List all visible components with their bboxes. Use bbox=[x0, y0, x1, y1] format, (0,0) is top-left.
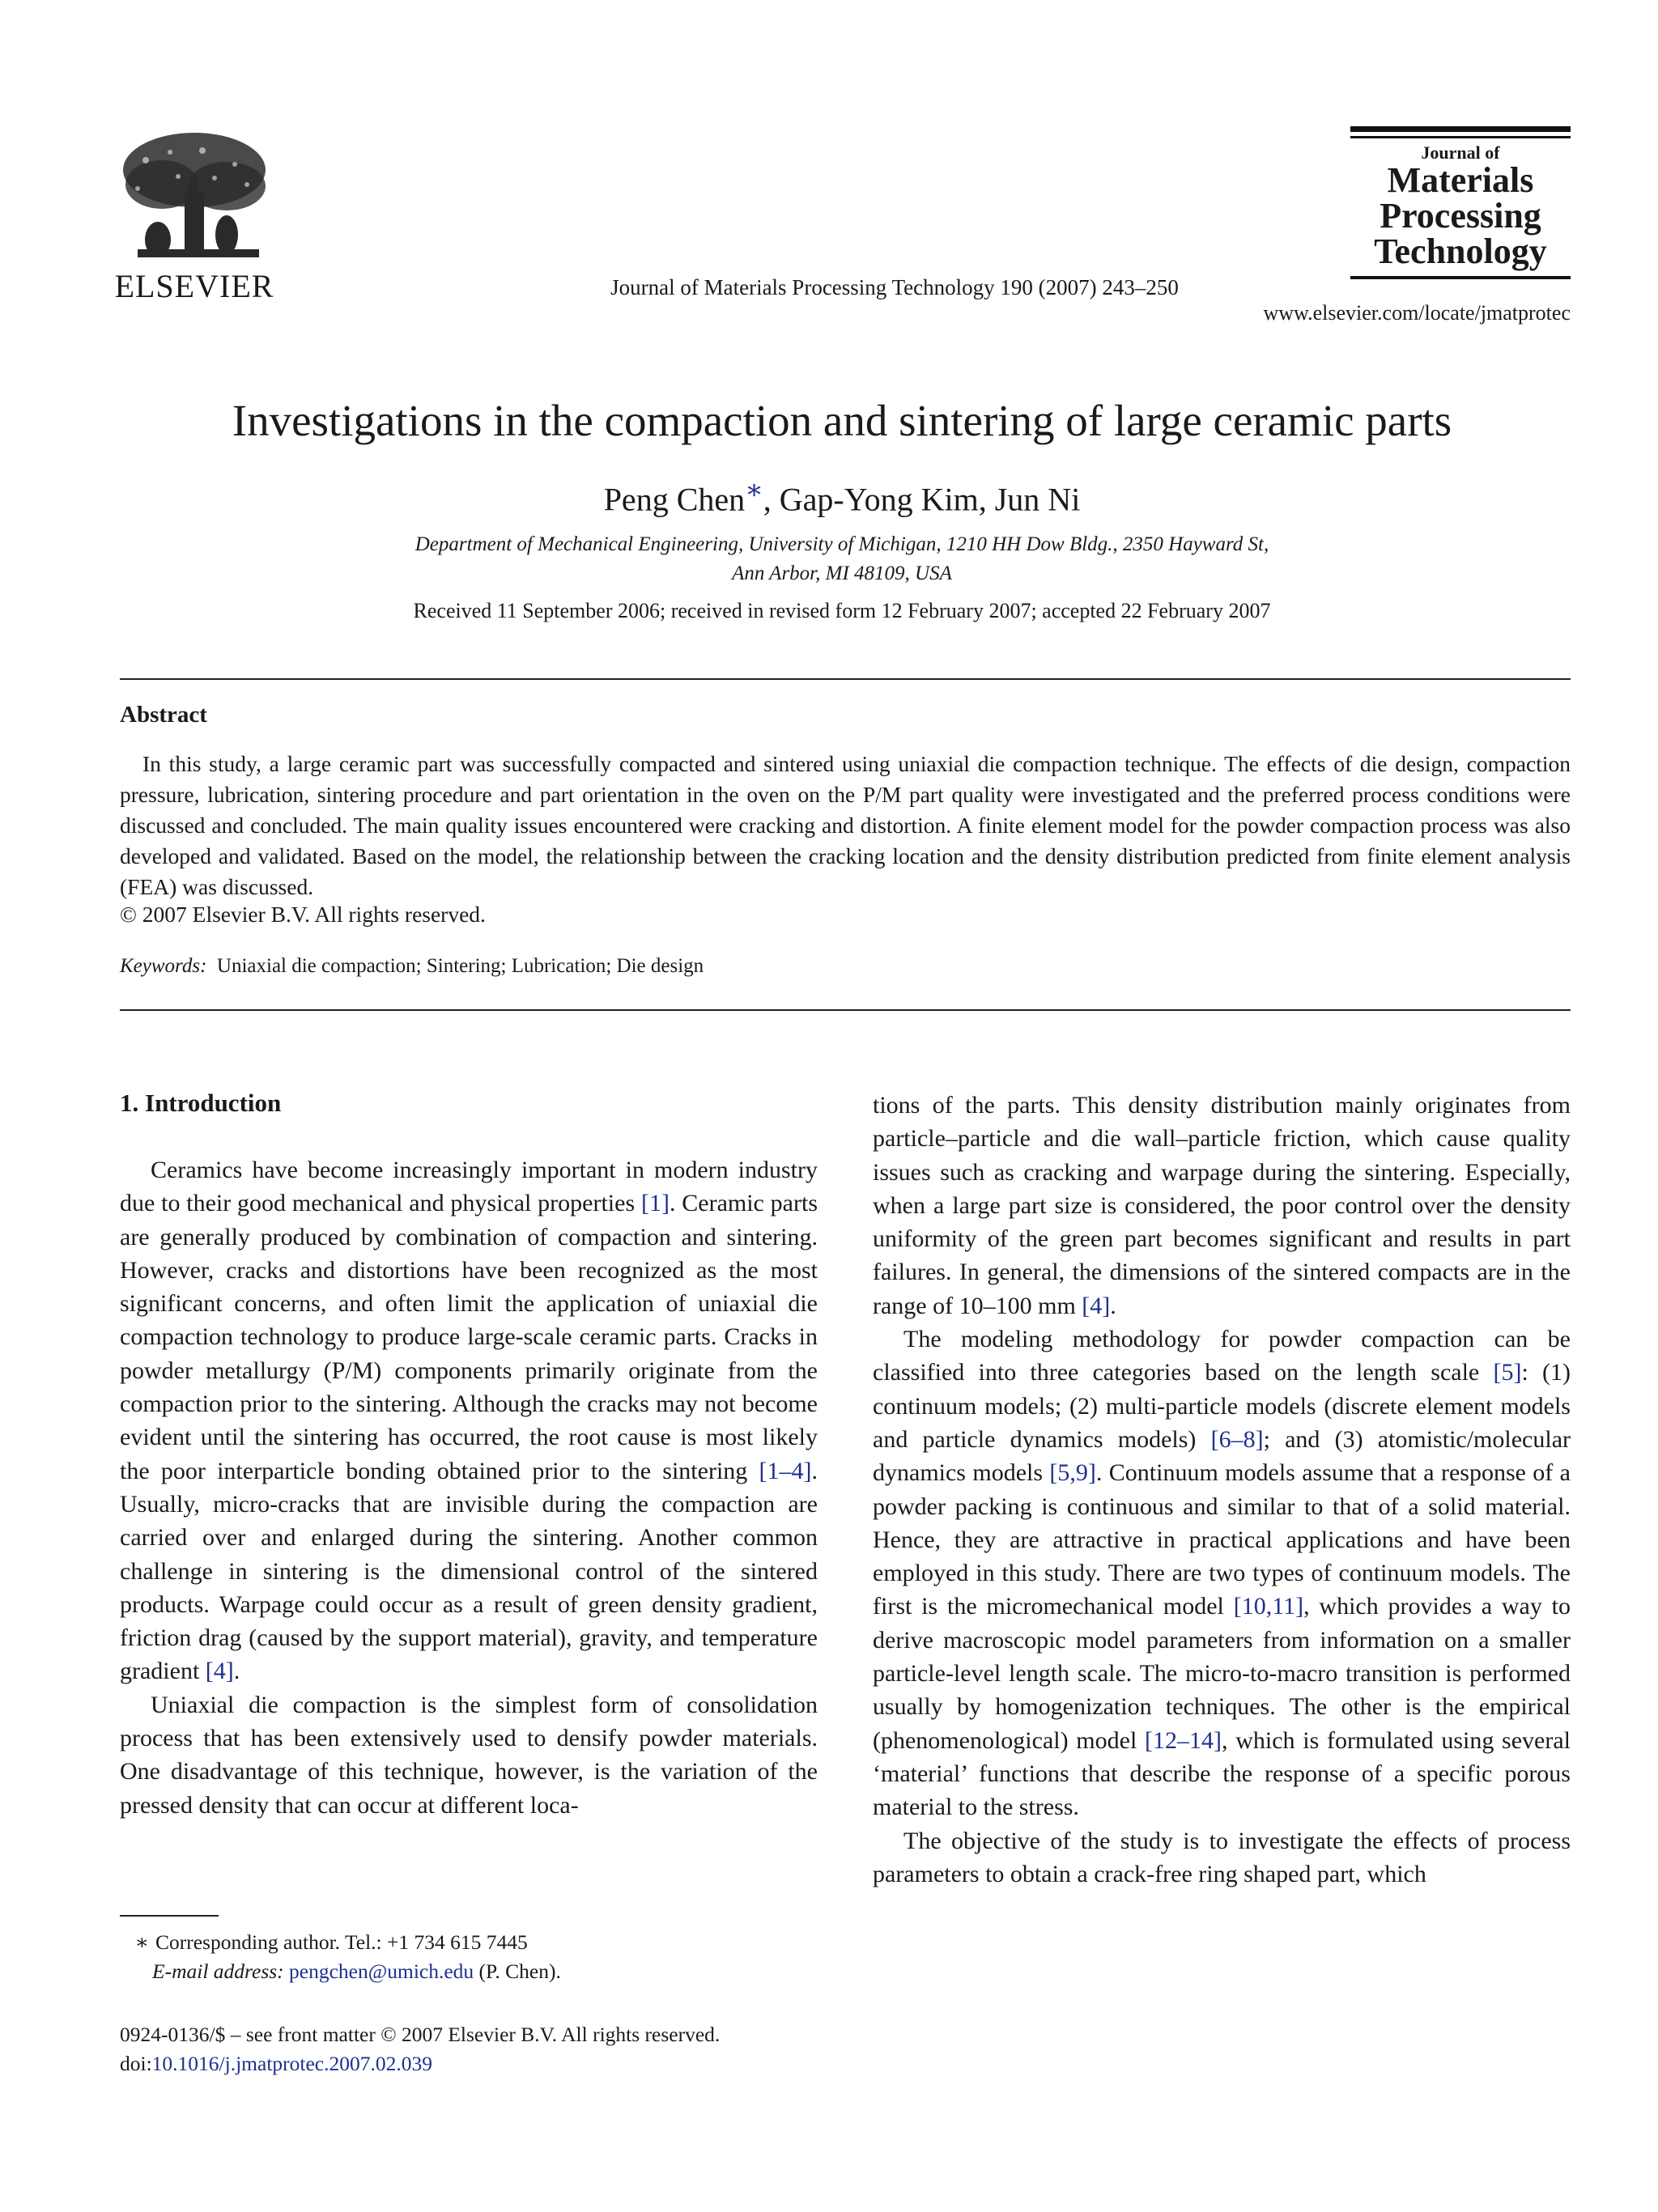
journal-url[interactable]: www.elsevier.com/locate/jmatprotec bbox=[1263, 301, 1571, 325]
affiliation bbox=[194, 530, 1490, 588]
footnote-line1 bbox=[120, 1928, 816, 1957]
keywords-list: Uniaxial die compaction; Sintering; Lubrication; Die design bbox=[216, 955, 704, 977]
column-left bbox=[120, 1153, 818, 1822]
article-history: Received 11 September 2006; received in revised form 12 February 2007; accepted 22 February 2007 bbox=[413, 599, 1271, 622]
footnote bbox=[120, 1928, 816, 1986]
text-run: . bbox=[233, 1658, 240, 1685]
email-link[interactable]: pengchen@umich.edu bbox=[289, 1959, 474, 1983]
paper-title: Investigations in the compaction and sintering of large ceramic parts bbox=[232, 396, 1452, 445]
citation-link[interactable]: [1] bbox=[640, 1190, 670, 1217]
text-run: . Continuum models assume that a response of a powder packing is continuous and similar to that of a solid material. Hence, they are attractive in practical applications and have been employed in this study. There are two types of continuum models. The first is the micromechanical model bbox=[873, 1459, 1571, 1620]
logo-rule-thin bbox=[1350, 136, 1571, 138]
journal-logo-line1: Materials bbox=[1387, 160, 1534, 201]
keywords-label: Keywords: bbox=[120, 955, 207, 977]
issn-block bbox=[120, 2020, 848, 2078]
text-run: . Ceramic parts are generally produced by combination of compaction and sintering. However, cracks and distortions have been recognized as the most significant concerns, and often limit the application of uniaxial die compaction technology to produce large-scale ceramic parts. Cracks in powder metallurgy (P/M) components primarily originate from the compaction prior to the sintering. Although the cracks may not become evident until the sintering has occurred, the root cause is most likely the poor interparticle bonding obtained prior to the sintering bbox=[120, 1190, 818, 1484]
abstract-heading: Abstract bbox=[120, 702, 207, 728]
divider-top bbox=[120, 678, 1571, 680]
intro-paragraph-2: Uniaxial die compaction is the simplest form of consolidation process that has been extensively used to densify powder materials. One disadvantage of this technique, however, is the variation of the pressed density that can occur at different loca- bbox=[120, 1691, 818, 1819]
author-first: Peng Chen bbox=[603, 481, 746, 518]
text-run: The modeling methodology for powder compaction can be classified into three categories based on the length scale bbox=[873, 1326, 1571, 1386]
doi-label: doi: bbox=[120, 2052, 152, 2075]
text-run: , which provides a way to derive macroscopic model parameters from information on a smaller particle-level length scale. The micro-to-macro transition is performed usually by homogenization techniques. The other is the empirical (phenomenological) model bbox=[873, 1593, 1571, 1754]
divider-bottom bbox=[120, 1009, 1571, 1011]
author-rest: , Gap-Yong Kim, Jun Ni bbox=[763, 481, 1081, 518]
corresponding-author-link[interactable]: ∗ bbox=[745, 475, 763, 505]
citation-link[interactable]: [6–8] bbox=[1210, 1425, 1264, 1453]
abstract-copyright: © 2007 Elsevier B.V. All rights reserved. bbox=[120, 902, 486, 927]
affiliation-line2: Ann Arbor, MI 48109, USA bbox=[732, 562, 952, 584]
citation-link[interactable]: [12–14] bbox=[1145, 1726, 1222, 1754]
journal-logo-line3: Technology bbox=[1374, 231, 1547, 272]
tree-icon bbox=[113, 128, 275, 265]
email-label: E-mail address: bbox=[152, 1959, 284, 1983]
citation-link[interactable]: [5] bbox=[1493, 1359, 1522, 1386]
journal-logo-line2: Processing bbox=[1380, 196, 1541, 236]
logo-rule-bottom bbox=[1350, 276, 1571, 279]
issn-line: 0924-0136/$ – see front matter © 2007 Elsevier B.V. All rights reserved. bbox=[120, 2023, 721, 2046]
intro-paragraph-3 bbox=[873, 1323, 1571, 1824]
abstract-body: In this study, a large ceramic part was successfully compacted and sintered using uniaxial die compaction technique. The effects of die design, compaction pressure, lubrication, sintering procedure and part orientation in the oven on the P/M part quality were investigated and the preferred process conditions were discussed and concluded. The main quality issues encountered were cracking and distortion. A finite element model for the powder compaction process was also developed and validated. Based on the model, the relationship between the cracking location and the density distribution predicted from finite element analysis (FEA) was discussed. bbox=[120, 751, 1571, 899]
column-right bbox=[873, 1089, 1571, 1891]
text-run: : (1) continuum models; (2) multi-particle models (discrete element models and particle dynamics models) bbox=[873, 1359, 1571, 1453]
footnote-text: Corresponding author. Tel.: +1 734 615 7445 bbox=[155, 1930, 528, 1954]
journal-logo-small: Journal of bbox=[1421, 142, 1500, 163]
footnote-marker: ∗ bbox=[134, 1930, 149, 1954]
author-list bbox=[113, 473, 1571, 518]
citation-link[interactable]: [10,11] bbox=[1233, 1593, 1304, 1620]
text-run: Ceramics have become increasingly important in modern industry due to their good mechanical and physical properties bbox=[120, 1157, 818, 1217]
doi-link[interactable]: 10.1016/j.jmatprotec.2007.02.039 bbox=[151, 2052, 433, 2075]
footnote-line2 bbox=[120, 1957, 816, 1986]
affiliation-line1: Department of Mechanical Engineering, University of Michigan, 1210 HH Dow Bldg., 2350 Hayward St, bbox=[414, 533, 1269, 555]
intro-paragraph-4: The objective of the study is to investigate the effects of process parameters to obtain a crack-free ring shaped part, which bbox=[873, 1827, 1571, 1887]
citation-link[interactable]: [1–4] bbox=[759, 1457, 812, 1484]
citation-link[interactable]: [4] bbox=[1082, 1292, 1111, 1319]
email-suffix: (P. Chen). bbox=[474, 1959, 561, 1983]
citation-link[interactable]: [4] bbox=[205, 1658, 234, 1685]
citation-link[interactable]: [5,9] bbox=[1049, 1459, 1096, 1487]
intro-paragraph-1 bbox=[120, 1153, 818, 1688]
journal-logo bbox=[1350, 126, 1571, 279]
intro-paragraph-2-continued: tions of the parts. This density distribution mainly originates from particle–particle and die wall–particle friction, which cause quality issues such as cracking and warpage during the sintering. Especially, when a large part size is considered, the poor control over the density uniformity of the green part becomes significant and results in part failures. In general, the dimensions of the sintered compacts are in the range of 10–100 mm [4]. bbox=[873, 1092, 1571, 1319]
footnote-rule bbox=[120, 1915, 219, 1917]
text-run: . bbox=[1110, 1292, 1116, 1319]
text-run: , which is formulated using several ‘material’ functions that describe the response of a specific porous material to the stress. bbox=[873, 1726, 1571, 1821]
text-run: ; and (3) atomistic/molecular dynamics models bbox=[873, 1425, 1571, 1487]
text-run: . Usually, micro-cracks that are invisible during the compaction are carried over and enlarged during the sintering. Another common challenge in sintering is the dimensional control of the sintered products. Warpage could occur as a result of green density gradient, friction drag (caused by the support material), gravity, and temperature gradient bbox=[120, 1457, 818, 1685]
section-heading-introduction: 1. Introduction bbox=[120, 1089, 282, 1117]
publisher-name: ELSEVIER bbox=[114, 268, 274, 304]
logo-rule-top bbox=[1350, 126, 1571, 132]
doi-line bbox=[120, 2049, 848, 2078]
journal-citation: Journal of Materials Processing Technology 190 (2007) 243–250 bbox=[610, 275, 1179, 299]
keywords bbox=[120, 955, 704, 978]
